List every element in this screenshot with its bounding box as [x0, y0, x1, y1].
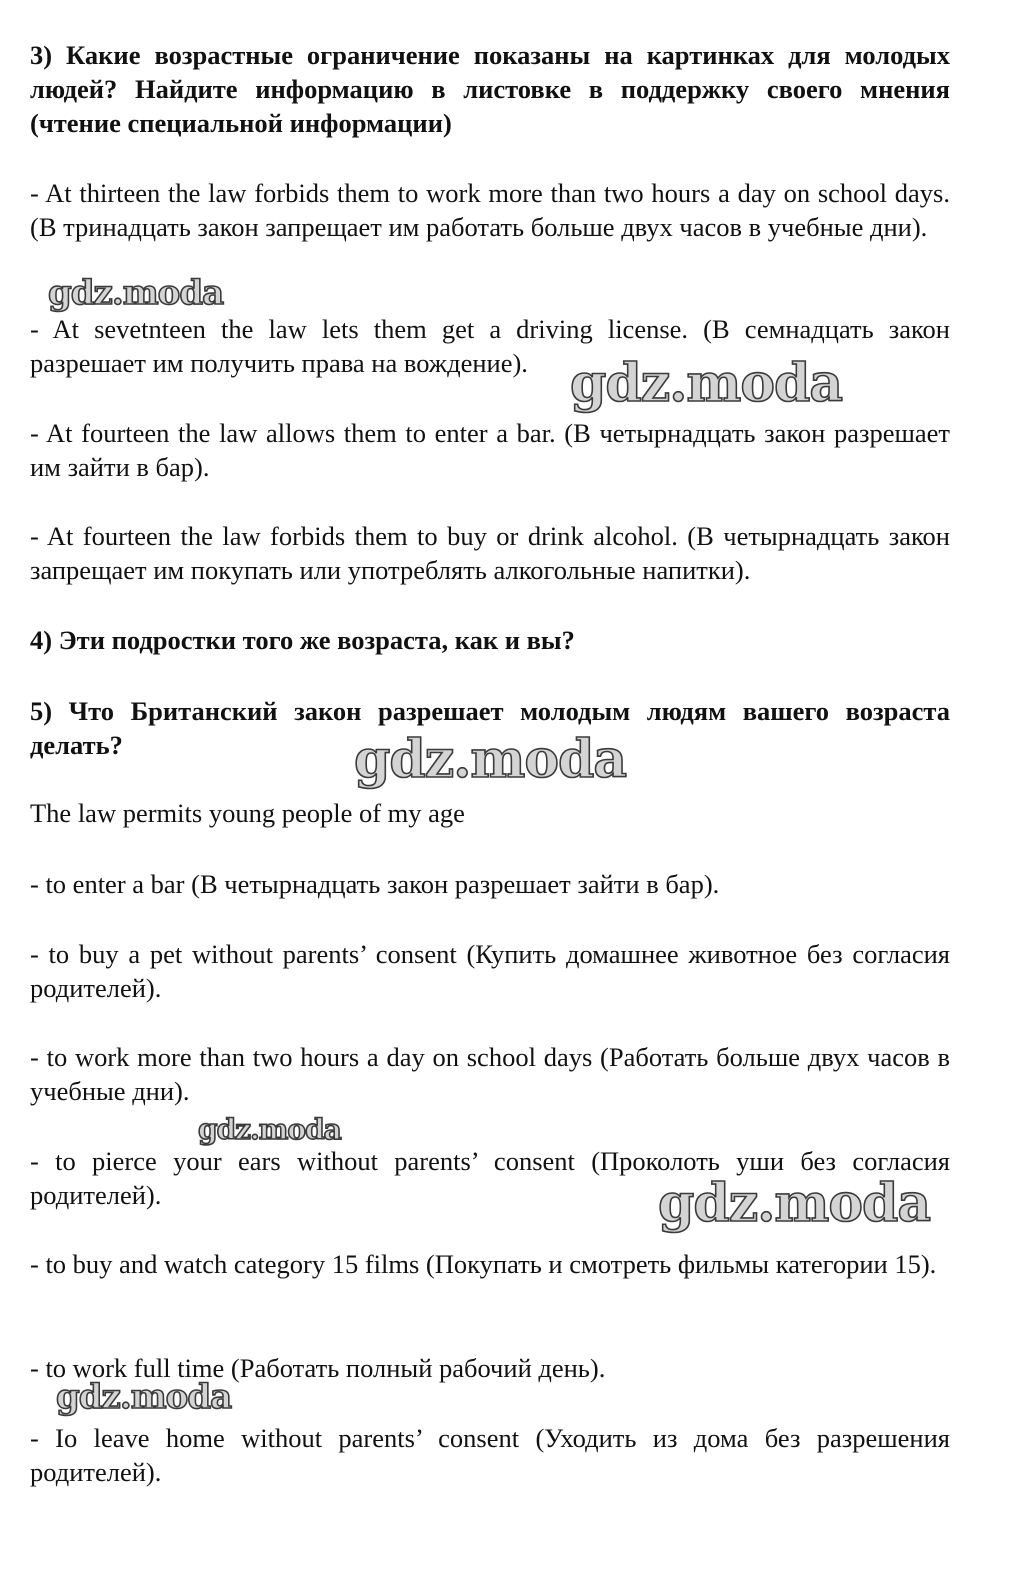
watermark: gdz.moda — [354, 729, 627, 790]
answer-5-1: - to enter a bar (В четырнадцать закон разрешает зайти в бар). — [30, 869, 720, 899]
question-4: 4) Эти подростки того же возраста, как и вы? — [30, 625, 575, 655]
answer-5-2: - to buy a pet without parents’ consent (Купить домашнее животное без согласия родителей). — [30, 939, 950, 1003]
watermark: gdz.moda — [570, 353, 843, 414]
question-5: 5) Что Британский закон разрешает молодым людям вашего возраста делать? — [30, 696, 950, 760]
answer-5-4: - to pierce your ears without parents’ consent (Проколоть уши без согласия родителей). — [30, 1146, 950, 1210]
answer-3-1: - At thirteen the law forbids them to work more than two hours a day on school days. (В тринадцать закон запрещает им работать больше двух часов в учебные дни). — [30, 178, 950, 242]
answer-3-3: - At fourteen the law allows them to enter a bar. (В четырнадцать закон разрешает им зайти в бар). — [30, 418, 950, 482]
answer-5-intro: The law permits young people of my age — [30, 798, 465, 828]
watermark: gdz.moda — [56, 1377, 232, 1417]
watermark: gdz.moda — [48, 273, 224, 313]
watermark: gdz.moda — [198, 1113, 341, 1146]
answer-3-2: - At sevetnteen the law lets them get a driving license. (В семнадцать закон разрешает им получить права на вождение). — [30, 314, 950, 378]
question-3: 3) Какие возрастные ограничение показаны на картинках для молодых людей? Найдите информацию в листовке в поддержку своего мнения (чтение специальной информации) — [30, 40, 950, 138]
watermark: gdz.moda — [658, 1173, 931, 1234]
answer-5-5: - to buy and watch category 15 films (Покупать и смотреть фильмы категории 15). — [30, 1249, 937, 1279]
answer-5-7: - Io leave home without parents’ consent (Уходить из дома без разрешения родителей). — [30, 1423, 950, 1487]
answer-5-3: - to work more than two hours a day on school days (Работать больше двух часов в учебные дни). — [30, 1042, 950, 1106]
answer-5-6: - to work full time (Работать полный рабочий день). — [30, 1353, 606, 1383]
answer-3-4: - At fourteen the law forbids them to buy or drink alcohol. (В четырнадцать закон запрещает им покупать или употреблять алкогольные напитки). — [30, 521, 950, 585]
